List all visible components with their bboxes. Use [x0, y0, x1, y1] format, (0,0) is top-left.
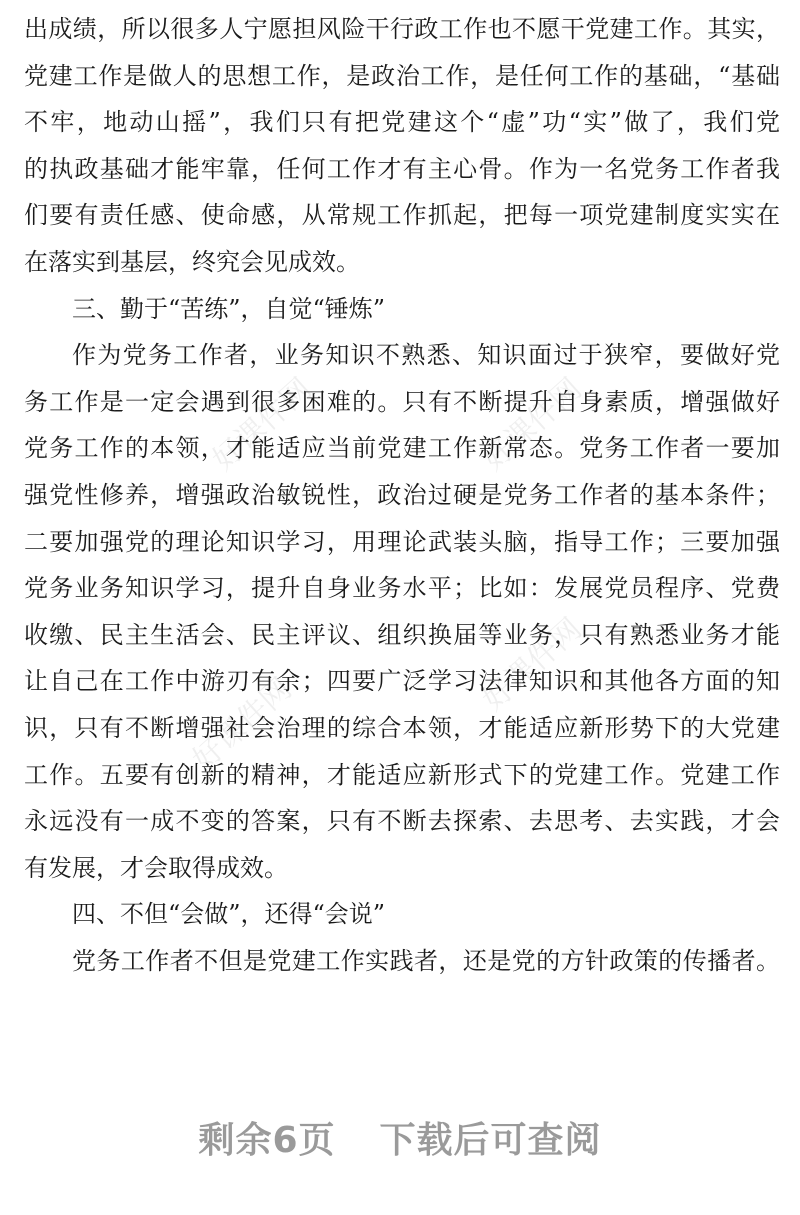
- download-prompt-label: 下载后可查阅: [379, 1120, 602, 1161]
- text-line: 收缴、民主生活会、民主评议、组织换届等业务，只有熟悉业务才能: [24, 620, 780, 649]
- text-line: 识，只有不断增强社会治理的综合本领，才能适应新形势下的大党建: [24, 713, 780, 742]
- remaining-pages-banner[interactable]: [0, 1112, 800, 1163]
- text-line: 工作。五要有创新的精神，才能适应新形式下的党建工作。党建工作: [24, 760, 780, 789]
- text-line: 出成绩，所以很多人宁愿担风险干行政工作也不愿干党建工作。其实，: [24, 15, 780, 43]
- section-heading: 三、勤于“苦练”，自觉“锤炼”: [72, 294, 386, 323]
- text-line: 党务业务知识学习，提升自身业务水平；比如：发展党员程序、党费: [24, 574, 780, 603]
- watermark: 好课件网: [186, 671, 299, 778]
- text-line: 党建工作是做人的思想工作，是政治工作，是任何工作的基础，“基础: [24, 61, 780, 90]
- text-line: 永远没有一成不变的答案，只有不断去探索、去思考、去实践，才会: [24, 807, 780, 836]
- text-line: 作为党务工作者，业务知识不熟悉、知识面过于狭窄，要做好党: [72, 341, 780, 370]
- text-line: 二要加强党的理论知识学习，用理论武装头脑，指导工作；三要加强: [24, 527, 780, 556]
- watermark: 好课件网: [206, 371, 319, 478]
- text-line: 强党性修养，增强政治敏锐性，政治过硬是党务工作者的基本条件；: [24, 480, 780, 509]
- watermark: 好课件网: [476, 371, 589, 478]
- section-heading: 四、不但“会做”，还得“会说”: [72, 900, 386, 929]
- text-line: 们要有责任感、使命感，从常规工作抓起，把每一项党建制度实实在: [24, 201, 780, 230]
- text-line: 不牢，地动山摇”，我们只有把党建这个“虚”功“实”做了，我们党: [24, 108, 780, 137]
- text-line: 让自己在工作中游刃有余；四要广泛学习法律知识和其他各方面的知: [24, 667, 780, 696]
- text-line: 务工作是一定会遇到很多困难的。只有不断提升自身素质，增强做好: [24, 387, 780, 416]
- remaining-pages-label: 剩余6页: [198, 1120, 336, 1161]
- text-line: 在落实到基层，终究会见成效。: [24, 247, 360, 276]
- text-line: 的执政基础才能牢靠，任何工作才有主心骨。作为一名党务工作者我: [24, 154, 780, 183]
- document-body: [24, 6, 780, 984]
- watermark: 好课件网: [476, 611, 589, 718]
- text-line: 有发展，才会取得成效。: [24, 853, 288, 882]
- text-line: 党务工作者不但是党建工作实践者，还是党的方针政策的传播者。: [72, 946, 780, 975]
- text-line: 党务工作的本领，才能适应当前党建工作新常态。党务工作者一要加: [24, 434, 780, 463]
